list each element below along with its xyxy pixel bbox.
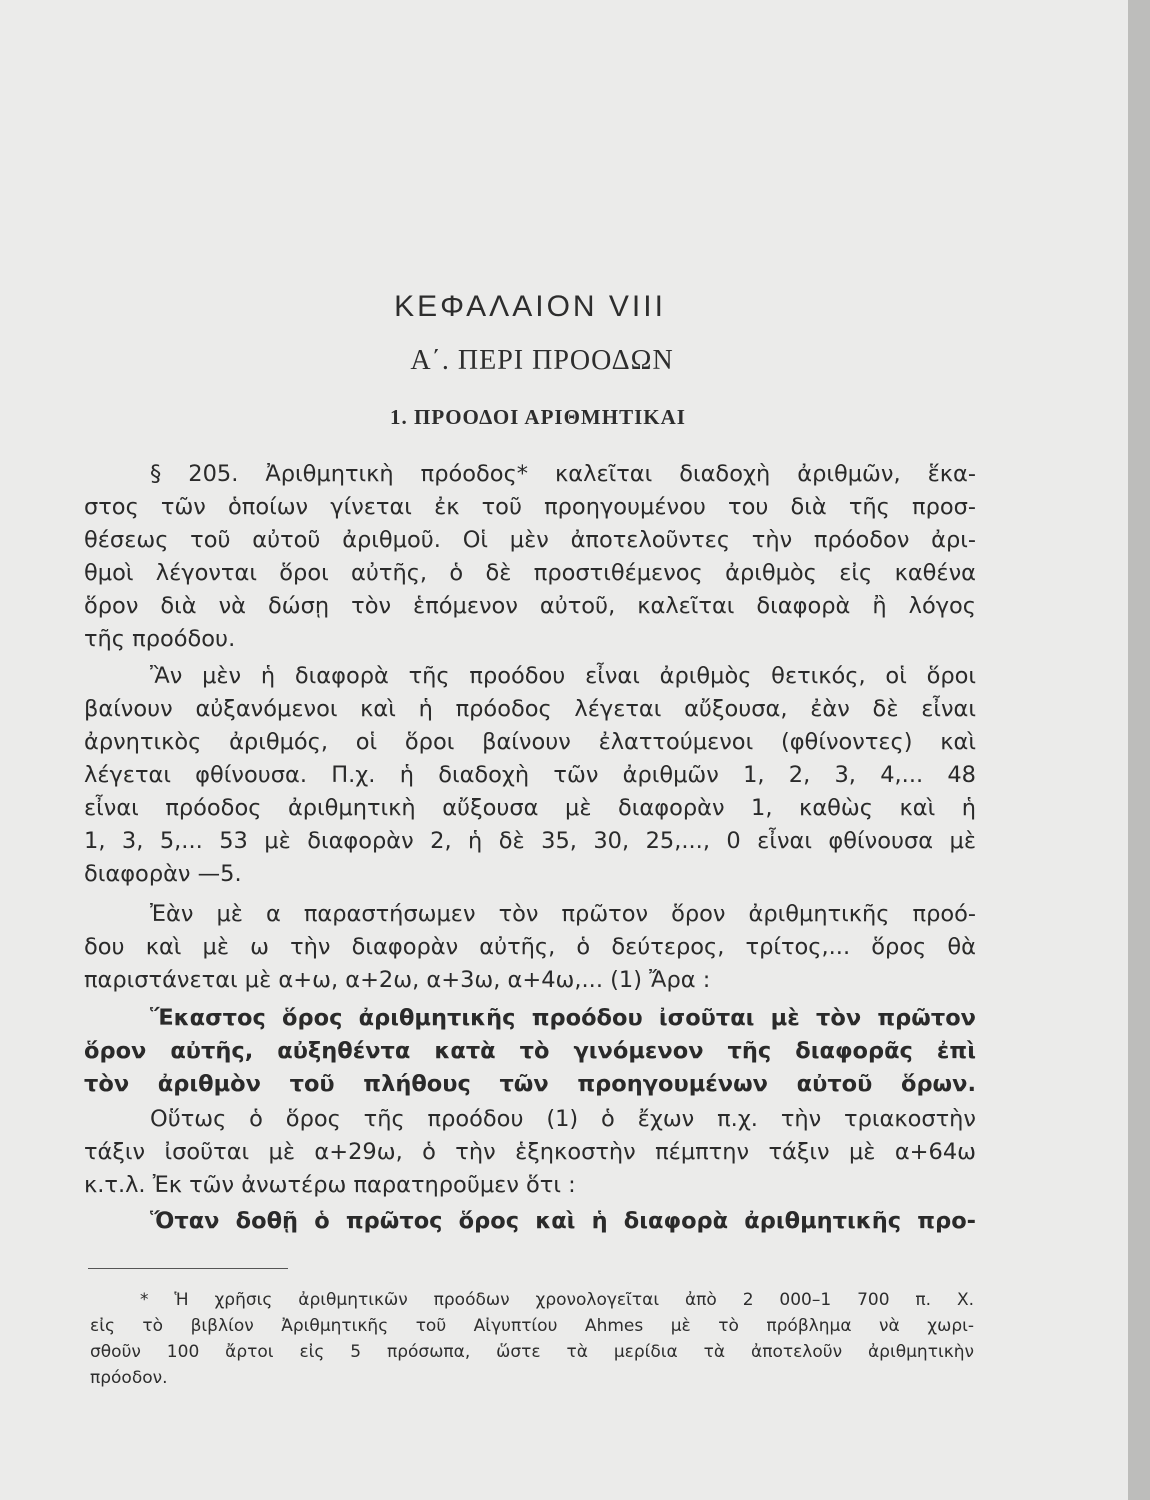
body-line: διαφορὰν —5. (84, 861, 242, 887)
body-line: § 205. Ἀριθμητικὴ πρόοδος* καλεῖται διαδοχὴ ἀριθμῶν, ἕκα- (150, 461, 976, 487)
body-line: βαίνουν αὐξανόμενοι καὶ ἡ πρόοδος λέγεται αὔξουσα, ἐὰν δὲ εἶναι (84, 696, 976, 722)
body-line: θέσεως τοῦ αὐτοῦ ἀριθμοῦ. Οἱ μὲν ἀποτελοῦντες τὴν πρόοδον ἀρι- (84, 527, 976, 553)
body-line: δου καὶ μὲ ω τὴν διαφορὰν αὐτῆς, ὁ δεύτερος, τρίτος,... ὅρος θὰ (84, 934, 976, 960)
section-title: Α΄. ΠΕΡΙ ΠΡΟΟΔΩΝ (410, 345, 674, 376)
body-line-emphasis: Ἕκαστος ὅρος ἀριθμητικῆς προόδου ἰσοῦται μὲ τὸν πρῶτον (150, 1005, 976, 1031)
body-line: κ.τ.λ. Ἐκ τῶν ἀνωτέρω παρατηροῦμεν ὅτι : (84, 1172, 576, 1198)
page-edge (1128, 0, 1150, 1500)
body-line-emphasis: Ὅταν δοθῇ ὁ πρῶτος ὅρος καὶ ἡ διαφορὰ ἀριθμητικῆς προ- (150, 1208, 976, 1234)
body-line: Ἂν μὲν ἡ διαφορὰ τῆς προόδου εἶναι ἀριθμὸς θετικός, οἱ ὅροι (150, 663, 976, 689)
body-line: θμοὶ λέγονται ὅροι αὐτῆς, ὁ δὲ προστιθέμενος ἀριθμὸς εἰς καθένα (84, 560, 976, 586)
chapter-title: ΚΕΦΑΛΑΙΟΝ VIII (394, 290, 666, 323)
subsection-title: 1. ΠΡΟΟΔΟΙ ΑΡΙΘΜΗΤΙΚΑΙ (390, 405, 686, 429)
footnote-line: πρόοδον. (90, 1368, 168, 1388)
footnote-line: * Ἡ χρῆσις ἀριθμητικῶν προόδων χρονολογεῖται ἀπὸ 2 000–1 700 π. Χ. (140, 1290, 974, 1310)
body-line: 1, 3, 5,... 53 μὲ διαφορὰν 2, ἡ δὲ 35, 30, 25,..., 0 εἶναι φθίνουσα μὲ (84, 828, 976, 854)
footnote-line: σθοῦν 100 ἄρτοι εἰς 5 πρόσωπα, ὥστε τὰ μερίδια τὰ ἀποτελοῦν ἀριθμητικὴν (90, 1342, 974, 1362)
body-line-emphasis: τὸν ἀριθμὸν τοῦ πλήθους τῶν προηγουμένων αὐτοῦ ὅρων. (84, 1071, 976, 1097)
body-line: εἶναι πρόοδος ἀριθμητικὴ αὔξουσα μὲ διαφορὰν 1, καθὼς καὶ ἡ (84, 795, 976, 821)
body-line-emphasis: ὅρον αὐτῆς, αὐξηθέντα κατὰ τὸ γινόμενον τῆς διαφορᾶς ἐπὶ (84, 1038, 976, 1064)
body-line: Οὕτως ὁ ὅρος τῆς προόδου (1) ὁ ἔχων π.χ. τὴν τριακοστὴν (150, 1106, 976, 1132)
body-line: παριστάνεται μὲ α+ω, α+2ω, α+3ω, α+4ω,... (1) Ἄρα : (84, 967, 711, 993)
body-line: στος τῶν ὁποίων γίνεται ἐκ τοῦ προηγουμένου του διὰ τῆς προσ- (84, 494, 976, 520)
body-line: λέγεται φθίνουσα. Π.χ. ἡ διαδοχὴ τῶν ἀριθμῶν 1, 2, 3, 4,... 48 (84, 762, 976, 788)
body-line: τάξιν ἰσοῦται μὲ α+29ω, ὁ τὴν ἑξηκοστὴν πέμπτην τάξιν μὲ α+64ω (84, 1139, 976, 1165)
body-line: τῆς προόδου. (84, 626, 236, 652)
body-line: Ἐὰν μὲ α παραστήσωμεν τὸν πρῶτον ὅρον ἀριθμητικῆς προό- (150, 901, 976, 927)
footnote-line: εἰς τὸ βιβλίον Ἀριθμητικῆς τοῦ Αἰγυπτίου Ahmes μὲ τὸ πρόβλημα νὰ χωρι- (90, 1316, 974, 1336)
footnote-divider (88, 1268, 288, 1269)
body-line: ἀρνητικὸς ἀριθμός, οἱ ὅροι βαίνουν ἐλαττούμενοι (φθίνοντες) καὶ (84, 729, 976, 755)
body-line: ὅρον διὰ νὰ δώσῃ τὸν ἑπόμενον αὐτοῦ, καλεῖται διαφορὰ ἢ λόγος (84, 593, 976, 619)
